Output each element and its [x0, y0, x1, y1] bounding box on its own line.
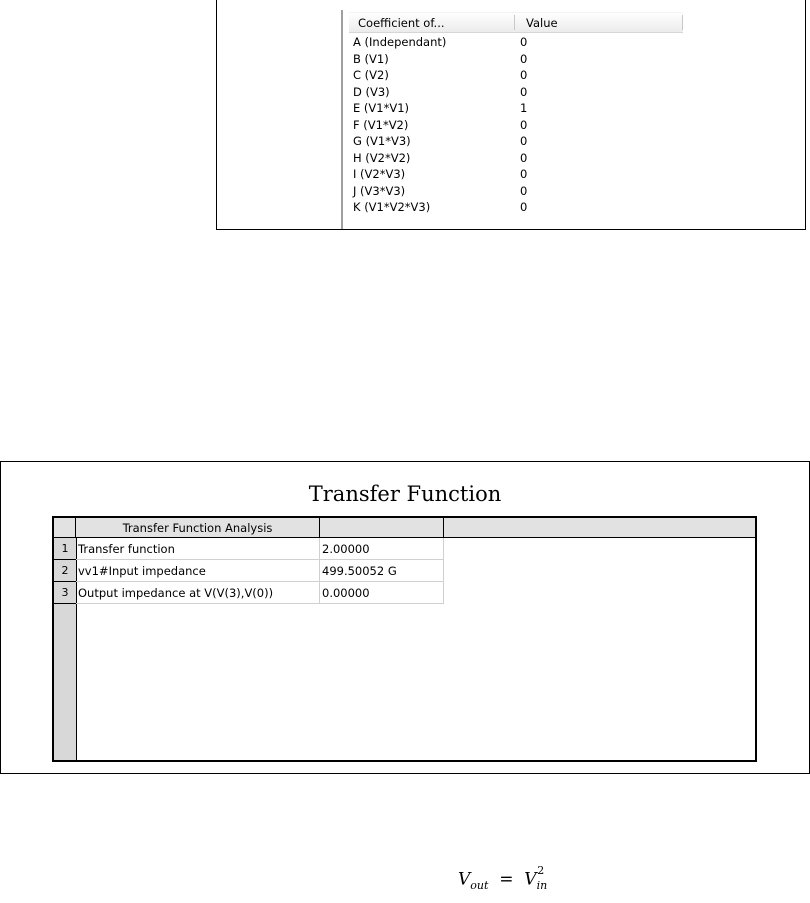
table-cell-label[interactable]: Transfer function [76, 538, 320, 560]
equation-lhs: V [458, 869, 471, 890]
list-item[interactable] [353, 85, 683, 102]
coefficient-name: H (V2*V2) [353, 150, 411, 165]
equation-rhs-subscript: in [536, 879, 548, 893]
coefficient-name: I (V2*V3) [353, 167, 406, 181]
column-header-empty [444, 518, 755, 538]
list-item[interactable] [353, 184, 683, 201]
table-cell-label[interactable]: Output impedance at V(V(3),V(0)) [76, 582, 320, 604]
coefficient-value: 0 [520, 134, 528, 148]
coefficient-list[interactable] [341, 10, 688, 229]
coefficient-value: 1 [520, 101, 528, 115]
coefficient-name: F (V1*V2) [353, 117, 409, 132]
list-item[interactable] [353, 200, 683, 217]
coefficient-name: B (V1) [353, 51, 389, 66]
coefficient-rows [353, 35, 683, 217]
list-item[interactable] [353, 35, 683, 52]
list-item[interactable] [353, 118, 683, 135]
column-separator[interactable] [514, 15, 515, 30]
coefficient-name: J (V3*V3) [353, 183, 406, 198]
coefficient-value: 0 [520, 200, 528, 214]
list-item[interactable] [353, 68, 683, 85]
column-header-value[interactable]: Value [526, 16, 558, 30]
coefficient-value: 0 [520, 167, 528, 181]
coefficient-name: C (V2) [353, 68, 389, 82]
list-item[interactable] [353, 151, 683, 168]
column-separator[interactable] [682, 15, 683, 30]
transfer-function-panel [0, 461, 810, 774]
coefficient-value: 0 [520, 150, 528, 165]
coefficient-name: K (V1*V2*V3) [353, 200, 431, 214]
coefficient-value: 0 [520, 35, 528, 49]
equation-lhs-subscript: out [470, 879, 489, 893]
coefficient-name: A (Independant) [353, 35, 447, 49]
coefficient-panel [216, 0, 806, 230]
coefficient-name: D (V3) [353, 84, 390, 99]
results-grid[interactable] [52, 516, 757, 762]
list-item[interactable] [353, 101, 683, 118]
list-item[interactable] [353, 167, 683, 184]
coefficient-list-header [349, 12, 683, 33]
coefficient-value: 0 [520, 117, 528, 132]
coefficient-value: 0 [520, 68, 528, 82]
list-item[interactable] [353, 134, 683, 151]
list-item[interactable] [353, 52, 683, 69]
table-cell-value[interactable]: 499.50052 G [320, 560, 444, 582]
equation-rhs: V [524, 869, 537, 890]
row-number[interactable]: 1 [54, 538, 76, 560]
coefficient-value: 0 [520, 183, 528, 198]
row-number[interactable]: 2 [54, 560, 76, 582]
coefficient-name: E (V1*V1) [353, 101, 410, 115]
page-title: Transfer Function [308, 482, 502, 506]
column-header-coefficient[interactable]: Coefficient of... [358, 16, 445, 30]
column-header-value[interactable] [320, 518, 444, 538]
grid-corner[interactable] [54, 518, 76, 538]
row-number[interactable]: 3 [54, 582, 76, 604]
equation-equals: = [499, 869, 514, 890]
equation [458, 864, 554, 893]
coefficient-name: G (V1*V3) [353, 134, 411, 148]
coefficient-value: 0 [520, 51, 528, 66]
coefficient-value: 0 [520, 84, 528, 99]
table-cell-value[interactable]: 0.00000 [320, 582, 444, 604]
equation-rhs-exponent: 2 [537, 864, 545, 877]
table-cell-label[interactable]: vv1#Input impedance [76, 560, 320, 582]
column-header-analysis[interactable]: Transfer Function Analysis [76, 518, 320, 538]
table-cell-value[interactable]: 2.00000 [320, 538, 444, 560]
